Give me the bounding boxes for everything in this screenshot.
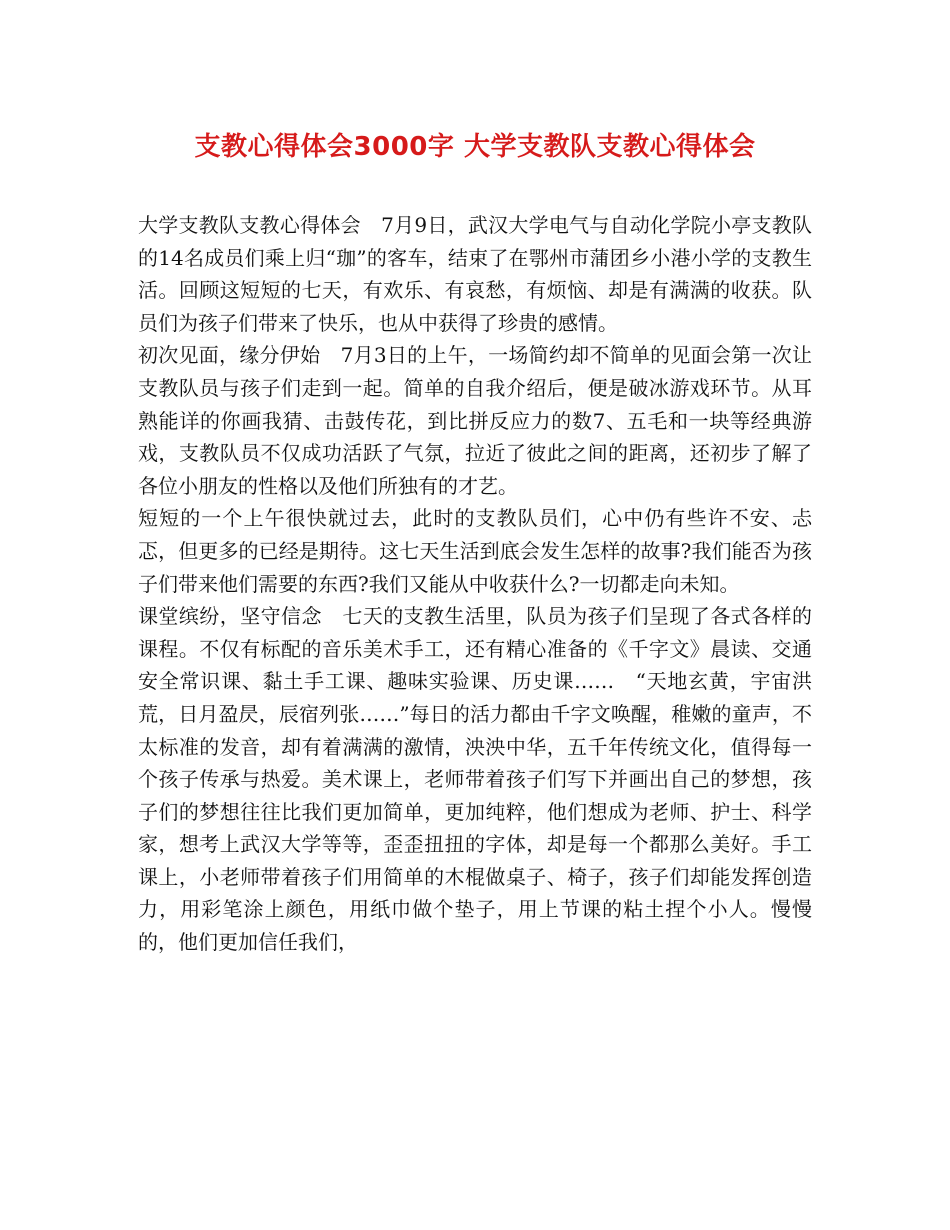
paragraph: 课堂缤纷，坚守信念 七天的支教生活里，队员为孩子们呈现了各式各样的课程。不仅有标配的音乐美术手工，还有精心准备的《千字文》晨读、交通安全常识课、黏土手工课、趣味实验课、历史课…… “天地玄黄，宇宙洪荒，日月盈昃，辰宿列张……”每日的活力都由千字文唤醒，稚嫩的童声，不太标准的发音，却有着满满的激情，泱泱中华，五千年传统文化，值得每一个孩子传承与热爱。美术课上，老师带着孩子们写下并画出自己的梦想，孩子们的梦想往往比我们更加简单，更加纯粹，他们想成为老师、护士、科学家，想考上武汉大学等等，歪歪扭扭的字体，却是每一个都那么美好。手工课上，小老师带着孩子们用简单的木棍做桌子、椅子，孩子们却能发挥创造力，用彩笔涂上颜色，用纸巾做个垫子，用上节课的粘土捏个小人。慢慢的，他们更加信任我们， [138,604,812,955]
paragraph: 短短的一个上午很快就过去，此时的支教队员们，心中仍有些许不安、忐忑，但更多的已经是期待。这七天生活到底会发生怎样的故事?我们能否为孩子们带来他们需要的东西?我们又能从中收获什么?一切都走向未知。 [138,506,812,596]
paragraph: 初次见面，缘分伊始 7月3日的上午，一场简约却不简单的见面会第一次让支教队员与孩子们走到一起。简单的自我介绍后，便是破冰游戏环节。从耳熟能详的你画我猜、击鼓传花，到比拼反应力的数7、五毛和一块等经典游戏，支教队员不仅成功活跃了气氛，拉近了彼此之间的距离，还初步了解了各位小朋友的性格以及他们所独有的才艺。 [138,343,812,498]
document-title: 支教心得体会3000字 大学支教队支教心得体会 [194,132,756,162]
document-body [138,209,812,959]
paragraph: 大学支教队支教心得体会 7月9日，武汉大学电气与自动化学院小亭支教队的14名成员们乘上归“珈”的客车，结束了在鄂州市蒲团乡小港小学的支教生活。回顾这短短的七天，有欢乐、有哀愁，有烦恼、却是有满满的收获。队员们为孩子们带来了快乐，也从中获得了珍贵的感情。 [138,213,812,335]
